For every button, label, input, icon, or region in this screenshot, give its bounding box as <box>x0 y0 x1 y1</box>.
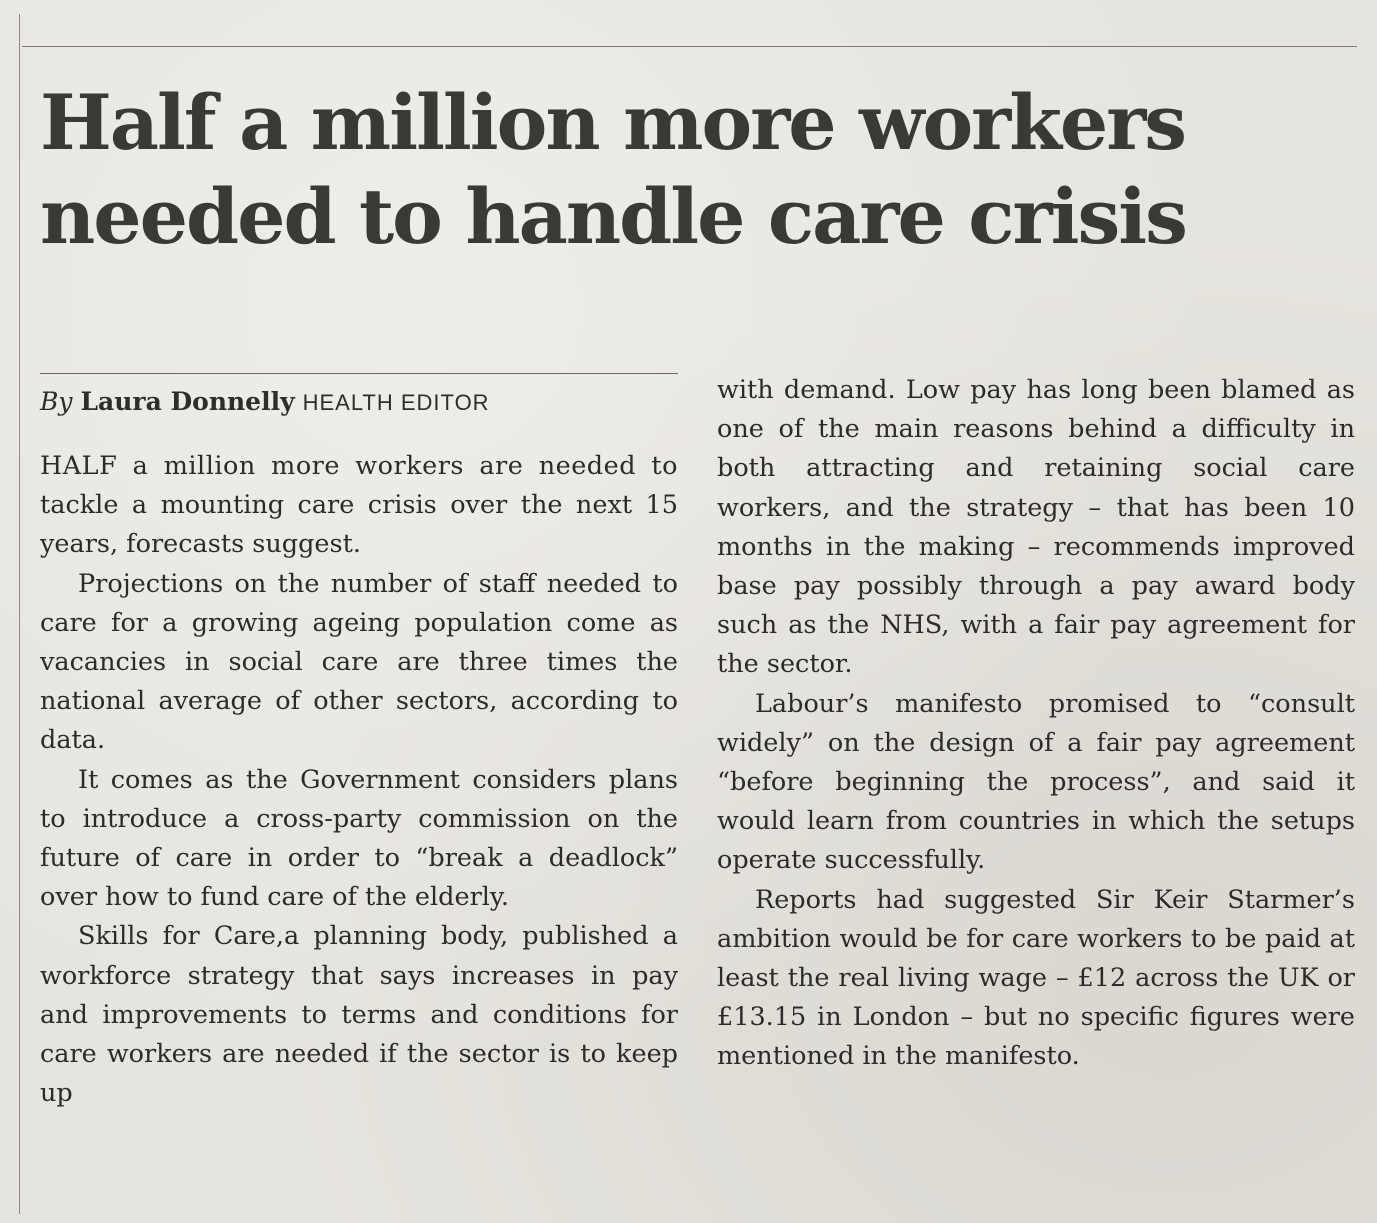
byline-author: Laura Donnelly <box>80 387 295 416</box>
article-column-2 <box>717 371 1355 1077</box>
left-column-rule <box>19 14 20 1214</box>
byline-role: HEALTH EDITOR <box>302 390 490 415</box>
paragraph: Reports had suggested Sir Keir Starmer’s ambition would be for care workers to be paid at least the real living wage – £12 across the UK or £13.15 in London – but no specific figures were mentioned in the manifesto. <box>717 884 1355 1072</box>
paragraph: It comes as the Government considers plans to introduce a cross-party commission on the future of care in order to “break a deadlock” over how to fund care of the elderly. <box>40 764 678 913</box>
byline-rule <box>40 373 678 374</box>
headline <box>40 76 1360 264</box>
headline-line-2: needed to handle care crisis <box>40 172 1186 261</box>
paragraph: Skills for Care,a planning body, published a workforce strategy that says increases in pay and improvements to terms and conditions for care workers are needed if the sector is to keep up <box>40 921 678 1109</box>
article-column-1 <box>40 447 678 1113</box>
byline-by: By <box>40 387 73 416</box>
headline-line-1: Half a million more workers <box>40 78 1186 167</box>
paragraph: Labour’s manifesto promised to “consult widely” on the design of a fair pay agreement “before beginning the process”, and said it would learn from countries in which the setups operate successfully. <box>717 688 1355 876</box>
paragraph: HALF a million more workers are needed to tackle a mounting care crisis over the next 15 years, forecasts suggest. <box>40 451 678 560</box>
paragraph: with demand. Low pay has long been blamed as one of the main reasons behind a difficulty in both attracting and retaining social care workers, and the strategy – that has been 10 months in the making – recommends improved base pay possibly through a pay award body such as the NHS, with a fair pay agreement for the sector. <box>717 375 1355 680</box>
paragraph: Projections on the number of staff needed to care for a growing ageing population come as vacancies in social care are three times the national average of other sectors, according to data. <box>40 568 678 756</box>
top-rule <box>22 46 1357 47</box>
byline <box>40 384 490 421</box>
